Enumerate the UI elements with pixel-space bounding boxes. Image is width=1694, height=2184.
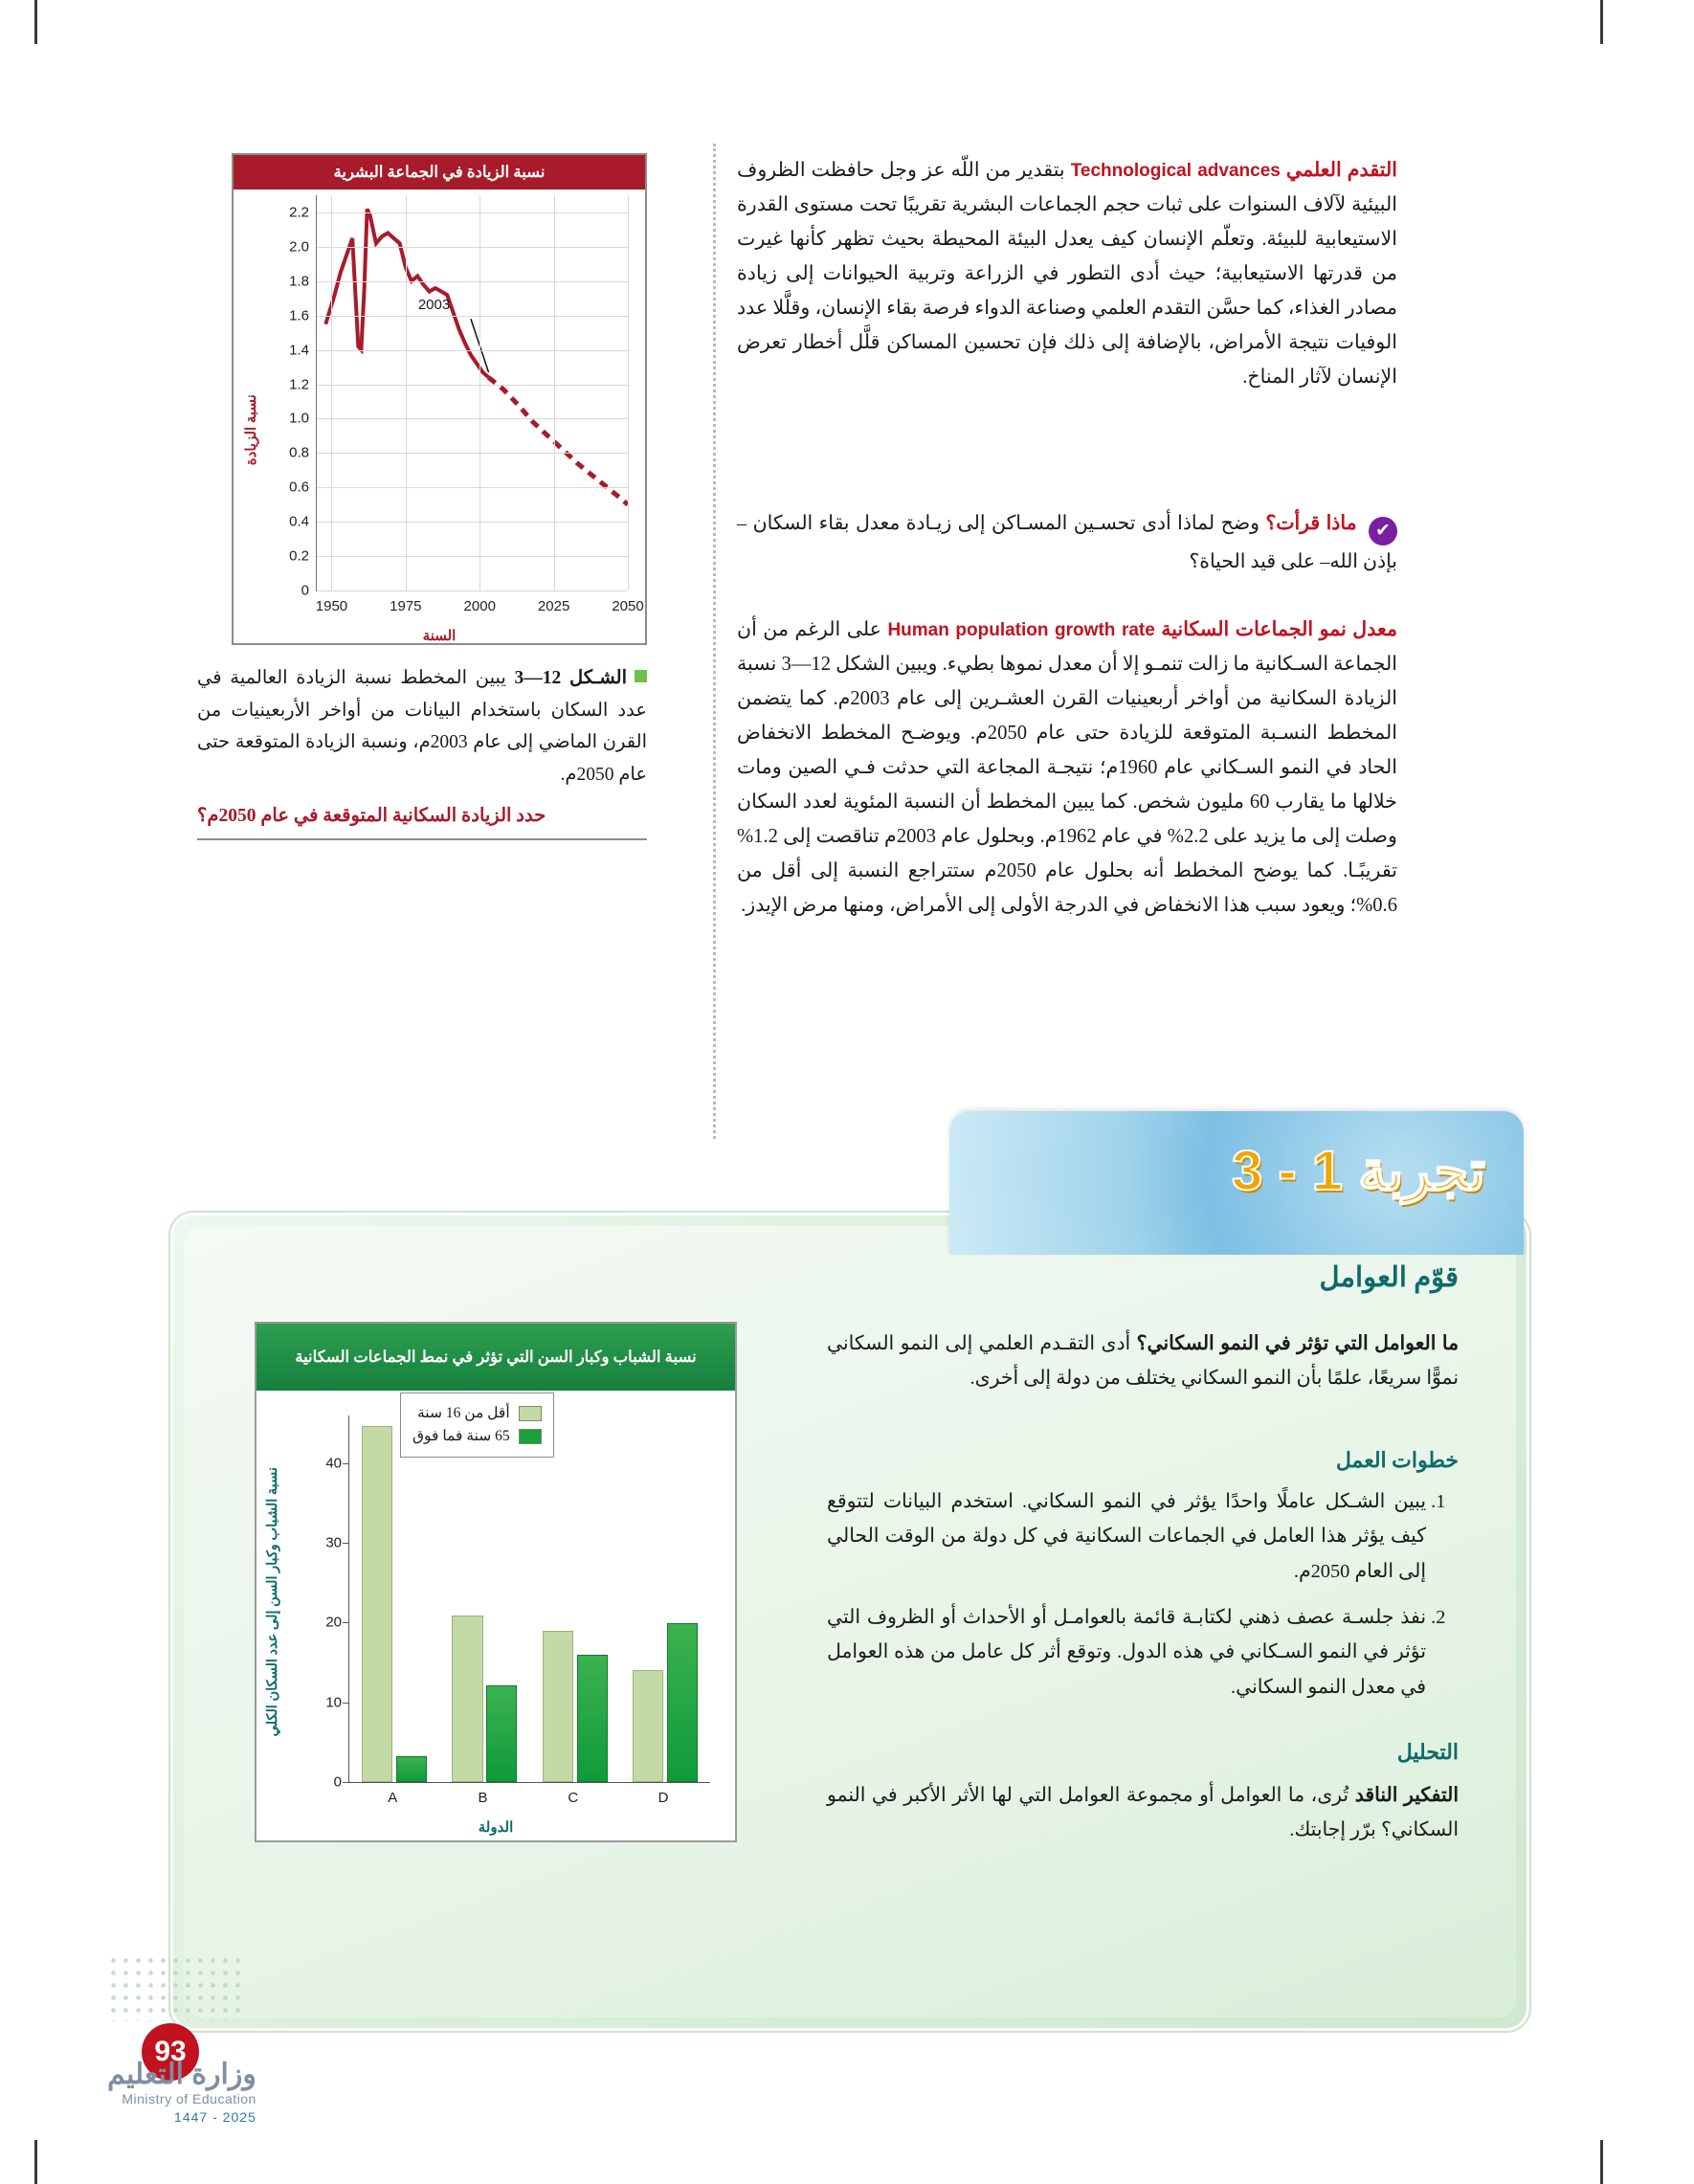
figure-1-x-axis-label: السنة <box>422 629 457 644</box>
figure-2-x-tick: B <box>478 1790 488 1806</box>
figure-1-y-tick: 0.4 <box>289 513 309 530</box>
figure-2-y-tick: 10 <box>325 1694 342 1711</box>
figure-1-gridline <box>317 350 628 351</box>
reading-check-text: وضح لماذا أدى تحسـين المسـاكن إلى زيـادة معدل بقاء السكان –بإذن الله– على قيد الحياة؟ <box>737 513 1397 572</box>
figure-1-y-tick: 1.8 <box>289 273 309 290</box>
figure-1-x-tick: 2025 <box>537 598 570 614</box>
figure-1-y-tick: 1.4 <box>289 342 309 359</box>
figure-1-plot-area <box>289 195 644 614</box>
figure-1-y-tick: 2.0 <box>289 238 309 256</box>
figure-1-y-tick: 0.2 <box>289 547 309 565</box>
figure-1-y-tick: 0.8 <box>289 444 309 461</box>
figure-1-gridline <box>317 522 628 523</box>
growth-heading-ar: معدل نمو الجماعات السكانية <box>1161 619 1398 640</box>
figure-2-x-tick: D <box>658 1790 669 1806</box>
lab-analysis-section <box>827 1733 1459 1848</box>
figure-2-y-tick-mark <box>343 1622 349 1623</box>
figure-1-series <box>317 195 628 591</box>
reading-check-block <box>737 507 1397 580</box>
figure-2-x-tick: C <box>568 1790 579 1806</box>
figure-2-x-axis-label: الدولة <box>478 1820 514 1836</box>
figure-2-y-axis-label: نسبة الشباب وكبار السن إلى عدد السكان الكلي <box>265 1467 280 1737</box>
lab-intro-text: أدى التقـدم العلمي إلى النمو السكاني نموًّا سريعًا، علمًا بأن النمو السكاني يختلف من دولة إلى أخرى. <box>827 1333 1459 1390</box>
crop-mark-bottom-right <box>1600 2140 1603 2184</box>
figure-2-y-tick: 40 <box>325 1455 342 1472</box>
figure-2-bar <box>667 1623 698 1782</box>
page-number: 93 <box>142 2023 199 2081</box>
figure-1-y-tick: 1.2 <box>289 376 309 393</box>
decorative-dots <box>107 1954 241 2021</box>
ministry-logo <box>107 2058 256 2125</box>
figure-2-legend-item <box>412 1402 542 1425</box>
figure-1-question: حدد الزيادة السكانية المتوقعة في عام 2050م؟ <box>197 806 546 827</box>
figure-2-frame <box>255 1322 737 1842</box>
lab-step-2: 2. نفذ جلسـة عصف ذهني لكتابـة قائمة بالعوامـل أو الأحداث أو الظروف التي تؤثر في النمو السـكاني في هذه الدول. وتوقع أثر كل عامل من هذه العوامل في معدل النمو السكاني. <box>827 1600 1426 1705</box>
figure-2-legend-label: 65 سنة فما فوق <box>412 1428 510 1445</box>
figure-1-rule <box>197 838 647 840</box>
lab-activity-box <box>168 1140 1531 2033</box>
figure-2-y-tick: 30 <box>325 1534 342 1551</box>
lab-tab-label: تجربة 1 - 3 <box>1231 1140 1485 1202</box>
lab-intro <box>827 1326 1459 1396</box>
ministry-name-en: Ministry of Education <box>122 2091 256 2106</box>
figure-2 <box>255 1322 737 1842</box>
figure-1-annotation-2003: 2003 <box>417 296 451 313</box>
figure-1-gridline <box>317 316 628 317</box>
figure-2-y-tick-mark <box>343 1782 349 1783</box>
figure-1-gridline <box>317 281 628 282</box>
figure-2-bar <box>633 1670 663 1782</box>
figure-1-title: نسبة الزيادة في الجماعة البشرية <box>234 155 645 189</box>
figure-1-gridline <box>331 195 332 591</box>
reading-check-label: ماذا قرأت؟ <box>1265 513 1357 534</box>
figure-2-y-tick: 20 <box>325 1614 342 1631</box>
lab-analysis-bold: التفكير الناقد <box>1354 1785 1460 1807</box>
figure-1-y-tick: 0.6 <box>289 479 309 496</box>
figure-1-y-axis-label: نسبة الزيادة <box>244 394 259 466</box>
figure-2-y-tick-mark <box>343 1703 349 1704</box>
figure-2-legend-swatch <box>519 1406 542 1421</box>
crop-mark-top-right <box>1600 0 1603 44</box>
column-divider <box>713 144 716 1139</box>
figure-1-line-projected <box>489 377 628 504</box>
figure-2-bar <box>486 1685 517 1782</box>
figure-1-caption-label: الشـكل 12—3 <box>514 668 627 688</box>
section-growth-rate <box>737 613 1397 923</box>
figure-1-y-tick: 1.0 <box>289 410 309 427</box>
section-heading-ar: التقدم العلمي <box>1285 160 1397 181</box>
figure-2-bar <box>362 1426 392 1783</box>
figure-1-y-tick: 2.2 <box>289 204 309 221</box>
edition-year: 2025 - 1447 <box>174 2109 256 2125</box>
figure-1-x-tick: 2000 <box>463 598 496 614</box>
figure-1-caption-text: يبين المخطط نسبة الزيادة العالمية في عدد السكان باستخدام البيانات من أواخر الأربعينيات من القرن الماضي إلى عام 2003م، ونسبة الزيادة المتوقعة حتى عام 2050م. <box>197 668 647 785</box>
lab-analysis-heading: التحليل <box>1396 1740 1459 1764</box>
figure-1-gridline <box>479 195 480 591</box>
figure-2-x-tick: A <box>388 1790 398 1806</box>
figure-1-caption <box>197 662 647 791</box>
figure-1-gridline <box>317 385 628 386</box>
lab-step-1: 1. يبين الشـكل عاملًا واحدًا يؤثر في النمو السكاني. استخدم البيانات لتتوقع كيف يؤثر هذا العامل في الجماعات السكانية في كل دولة من الوقت الحالي إلى العام 2050م. <box>827 1484 1426 1589</box>
section-heading-en: Technological advances <box>1070 161 1281 181</box>
lab-steps-section <box>827 1441 1459 1716</box>
figure-1-y-tick: 0 <box>301 582 309 599</box>
lab-steps-list <box>827 1484 1459 1705</box>
figure-2-legend-item <box>412 1425 542 1448</box>
lab-title: قوّم العوامل <box>1319 1262 1459 1293</box>
figure-1-y-tick: 1.6 <box>289 307 309 324</box>
figure-2-title: نسبة الشباب وكبار السن التي تؤثر في نمط الجماعات السكانية <box>256 1324 735 1391</box>
ministry-name-ar: وزارة التعليم <box>107 2059 256 2090</box>
figure-2-legend-swatch <box>519 1429 542 1444</box>
figure-1-gridline <box>628 195 629 591</box>
crop-mark-top-left <box>34 0 37 44</box>
figure-1-frame <box>232 153 647 645</box>
figure-1-gridline <box>317 418 628 419</box>
figure-2-plot-area <box>325 1415 710 1806</box>
figure-2-legend <box>400 1393 554 1458</box>
lab-intro-bold: ما العوامل التي تؤثر في النمو السكاني؟ <box>1136 1333 1459 1354</box>
figure-1-x-tick: 2050 <box>612 598 644 614</box>
figure-2-bar <box>543 1631 573 1782</box>
figure-1-gridline <box>317 453 628 454</box>
bullet-square-icon <box>635 670 647 682</box>
section-technological-advances <box>737 153 1397 394</box>
growth-body: على الرغم من أن الجماعة السـكانية ما زالت تنمـو إلا أن معدل نموها بطيء. ويبين الشكل 12—3 نسبة الزيادة السكانية من أواخر أربعينيات القرن العشـرين إلى عام 2003م. كما يتضمن المخطط النسـبة المتوقعة للزيادة حتى عام 2050م. ويوضـح المخطط الانخفاض الحاد في النمو السـكاني عام 1960م؛ نتيجـة المجاعة التي حدثت فـي الصين ومات خلالها ما يقارب 60 مليون شخص. كما يبين المخطط أن النسبة المئوية لعدد السكان وصلت إلى ما يزيد على 2.2% في عام 1962م. وبحلول عام 2003م تناقصت إلى 1.2% تقريبًـا. كما يوضح المخطط أنه بحلول عام 2050م ستتراجع النسبة إلى أقل من 0.6%؛ ويعود سبب هذا الانخفاض في الدرجة الأولى إلى الأمراض، ومنها مرض الإيدز. <box>737 619 1398 917</box>
lab-inner-panel <box>184 1140 1516 2017</box>
figure-1-gridline <box>554 195 555 591</box>
figure-2-legend-label: أقل من 16 سنة <box>416 1405 510 1421</box>
figure-1-x-tick: 1975 <box>390 598 422 614</box>
figure-2-y-tick: 0 <box>333 1773 342 1791</box>
figure-2-bar <box>577 1655 608 1782</box>
figure-2-bar <box>396 1756 427 1782</box>
figure-1-gridline <box>406 195 407 591</box>
figure-1-gridline <box>317 247 628 248</box>
lab-analysis-text: تُرى، ما العوامل أو مجموعة العوامل التي لها الأثر الأكبر في النمو السكاني؟ برّر إجابتك. <box>827 1785 1459 1841</box>
figure-1-gridline <box>317 212 628 213</box>
figure-1 <box>168 153 647 840</box>
figure-1-x-tick: 1950 <box>315 598 348 614</box>
figure-2-y-tick-mark <box>343 1543 349 1544</box>
growth-heading-en: Human population growth rate <box>887 620 1155 640</box>
section-body: بتقدير من اللّه عز وجل حافظت الظروف البيئية لآلاف السنوات على ثبات حجم الجماعات البشرية تقريبًا تحت مستوى القدرة الاستيعابية للبيئة. وتعلّم الإنسان كيف يعدل البيئة المحيطة بحيث تظهر كأنها غيرت من قدرتها الاستيعابية؛ حيث أدى التطور في الزراعة وتربية الحيوانات إلى زيادة مصادر الغذاء، كما حسَّن التقدم العلمي وصناعة الدواء فرصة بقاء الإنسان، وقلَّلا عدد الوفيات نتيجة الأمراض، بالإضافة إلى ذلك فإن تحسين المساكن قلَّل أخطار تعرض الإنسان لآثار المناخ. <box>737 160 1397 389</box>
figure-2-y-tick-mark <box>343 1463 349 1464</box>
figure-1-gridline <box>317 556 628 557</box>
crop-mark-bottom-left <box>34 2140 37 2184</box>
figure-1-gridline <box>317 487 628 488</box>
lab-tab <box>949 1111 1524 1255</box>
figure-1-line-recorded <box>325 209 488 377</box>
lab-steps-heading: خطوات العمل <box>1335 1448 1459 1472</box>
figure-2-bar <box>452 1616 482 1782</box>
checkmark-icon: ✔ <box>1369 517 1397 546</box>
